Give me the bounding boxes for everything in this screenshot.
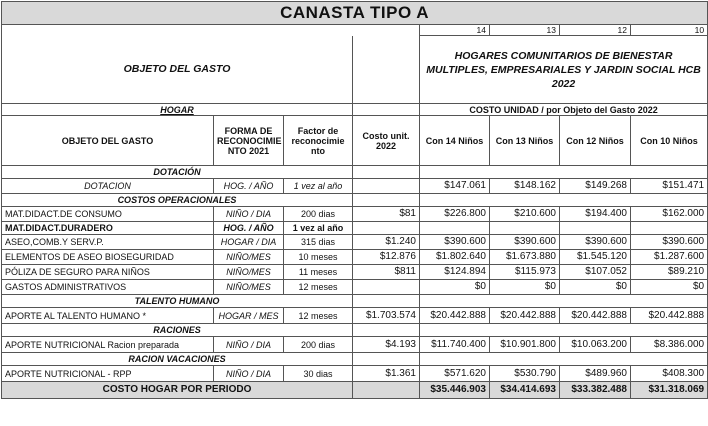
group-number-13: 13 — [490, 25, 560, 36]
section-talento-humano: TALENTO HUMANO — [2, 295, 353, 308]
group-number-12: 12 — [560, 25, 631, 36]
col-header-costo-unit: Costo unit. 2022 — [353, 116, 420, 166]
row-c12: $390.600 — [560, 235, 631, 250]
row-factor: 12 meses — [284, 308, 353, 324]
row-c10: $408.300 — [631, 366, 708, 382]
row-c14: $147.061 — [420, 179, 490, 194]
row-c14: $20.442.888 — [420, 308, 490, 324]
col-header-c10: Con 10 Niños — [631, 116, 708, 166]
col-header-c13: Con 13 Niños — [490, 116, 560, 166]
row-factor: 1 vez al año — [284, 179, 353, 194]
row-objeto: MAT.DIDACT.DURADERO — [2, 222, 214, 235]
row-objeto: PÓLIZA DE SEGURO PARA NIÑOS — [2, 265, 214, 280]
row-c13: $148.162 — [490, 179, 560, 194]
row-c13: $20.442.888 — [490, 308, 560, 324]
row-c10 — [631, 222, 708, 235]
row-c13: $0 — [490, 280, 560, 295]
row-c14: $1.802.640 — [420, 250, 490, 265]
row-c12: $1.545.120 — [560, 250, 631, 265]
row-factor: 200 dias — [284, 207, 353, 222]
total-label: COSTO HOGAR POR PERIODO — [2, 382, 353, 399]
program-title: HOGARES COMUNITARIOS DE BIENESTAR MULTIPLES, EMPRESARIALES Y JARDIN SOCIAL HCB 2022 — [420, 36, 708, 104]
row-objeto: ELEMENTOS DE ASEO BIOSEGURIDAD — [2, 250, 214, 265]
total-c13: $34.414.693 — [490, 382, 560, 399]
row-forma: NIÑO / DIA — [214, 366, 284, 382]
row-c10: $162.000 — [631, 207, 708, 222]
total-c10: $31.318.069 — [631, 382, 708, 399]
row-costo: $811 — [353, 265, 420, 280]
total-c14: $35.446.903 — [420, 382, 490, 399]
row-c12: $20.442.888 — [560, 308, 631, 324]
row-c10: $390.600 — [631, 235, 708, 250]
row-costo — [353, 179, 420, 194]
row-factor: 315 dias — [284, 235, 353, 250]
row-c14: $226.800 — [420, 207, 490, 222]
row-c14: $0 — [420, 280, 490, 295]
row-costo — [353, 222, 420, 235]
total-c12: $33.382.488 — [560, 382, 631, 399]
row-factor: 11 meses — [284, 265, 353, 280]
row-c10: $89.210 — [631, 265, 708, 280]
row-c12: $149.268 — [560, 179, 631, 194]
col-header-forma: FORMA DE RECONOCIMIE NTO 2021 — [214, 116, 284, 166]
row-c12 — [560, 222, 631, 235]
section-raciones: RACIONES — [2, 324, 353, 337]
row-c14: $124.894 — [420, 265, 490, 280]
row-c13: $115.973 — [490, 265, 560, 280]
row-c12: $10.063.200 — [560, 337, 631, 353]
col-header-factor: Factor de reconocimie nto — [284, 116, 353, 166]
row-c13: $530.790 — [490, 366, 560, 382]
row-factor: 1 vez al año — [284, 222, 353, 235]
row-forma: HOG. / AÑO — [214, 222, 284, 235]
row-c14: $11.740.400 — [420, 337, 490, 353]
row-c12: $107.052 — [560, 265, 631, 280]
row-forma: NIÑO / DIA — [214, 337, 284, 353]
row-c10: $0 — [631, 280, 708, 295]
row-costo: $1.240 — [353, 235, 420, 250]
row-c13: $210.600 — [490, 207, 560, 222]
row-factor: 12 meses — [284, 280, 353, 295]
row-c12: $489.960 — [560, 366, 631, 382]
row-objeto: APORTE NUTRICIONAL - RPP — [2, 366, 214, 382]
row-c10: $1.287.600 — [631, 250, 708, 265]
row-objeto: MAT.DIDACT.DE CONSUMO — [2, 207, 214, 222]
row-forma: HOG. / AÑO — [214, 179, 284, 194]
row-costo: $1.361 — [353, 366, 420, 382]
row-forma: HOGAR / DIA — [214, 235, 284, 250]
row-forma: NIÑO/MES — [214, 265, 284, 280]
row-c12: $194.400 — [560, 207, 631, 222]
row-objeto: GASTOS ADMINISTRATIVOS — [2, 280, 214, 295]
row-costo: $1.703.574 — [353, 308, 420, 324]
row-costo: $12.876 — [353, 250, 420, 265]
row-objeto: APORTE AL TALENTO HUMANO * — [2, 308, 214, 324]
row-objeto: ASEO,COMB.Y SERV.P. — [2, 235, 214, 250]
row-forma: NIÑO/MES — [214, 280, 284, 295]
section-costos-operacionales: COSTOS OPERACIONALES — [2, 194, 353, 207]
row-costo — [353, 280, 420, 295]
row-factor: 10 meses — [284, 250, 353, 265]
row-c14: $390.600 — [420, 235, 490, 250]
row-c14 — [420, 222, 490, 235]
row-c10: $20.442.888 — [631, 308, 708, 324]
row-c14: $571.620 — [420, 366, 490, 382]
row-c13: $1.673.880 — [490, 250, 560, 265]
row-forma: NIÑO/MES — [214, 250, 284, 265]
row-objeto: DOTACION — [2, 179, 214, 194]
section-dotacion: DOTACIÓN — [2, 166, 353, 179]
row-c13: $390.600 — [490, 235, 560, 250]
row-c13 — [490, 222, 560, 235]
row-c10: $151.471 — [631, 179, 708, 194]
canasta-table — [1, 1, 708, 399]
hogar-label: HOGAR — [2, 104, 353, 116]
col-header-c14: Con 14 Niños — [420, 116, 490, 166]
row-forma: NIÑO / DIA — [214, 207, 284, 222]
row-costo: $81 — [353, 207, 420, 222]
section-racion-vacaciones: RACION VACACIONES — [2, 353, 353, 366]
group-number-10: 10 — [631, 25, 708, 36]
col-header-objeto: OBJETO DEL GASTO — [2, 116, 214, 166]
row-costo: $4.193 — [353, 337, 420, 353]
col-header-c12: Con 12 Niños — [560, 116, 631, 166]
row-c10: $8.386.000 — [631, 337, 708, 353]
objeto-header-top: OBJETO DEL GASTO — [2, 36, 353, 104]
row-c13: $10.901.800 — [490, 337, 560, 353]
row-factor: 30 dias — [284, 366, 353, 382]
group-number-14: 14 — [420, 25, 490, 36]
table-title: CANASTA TIPO A — [2, 2, 708, 25]
row-factor: 200 dias — [284, 337, 353, 353]
row-forma: HOGAR / MES — [214, 308, 284, 324]
row-objeto: APORTE NUTRICIONAL Racion preparada — [2, 337, 214, 353]
costo-unidad-label: COSTO UNIDAD / por Objeto del Gasto 2022 — [420, 104, 708, 116]
row-c12: $0 — [560, 280, 631, 295]
